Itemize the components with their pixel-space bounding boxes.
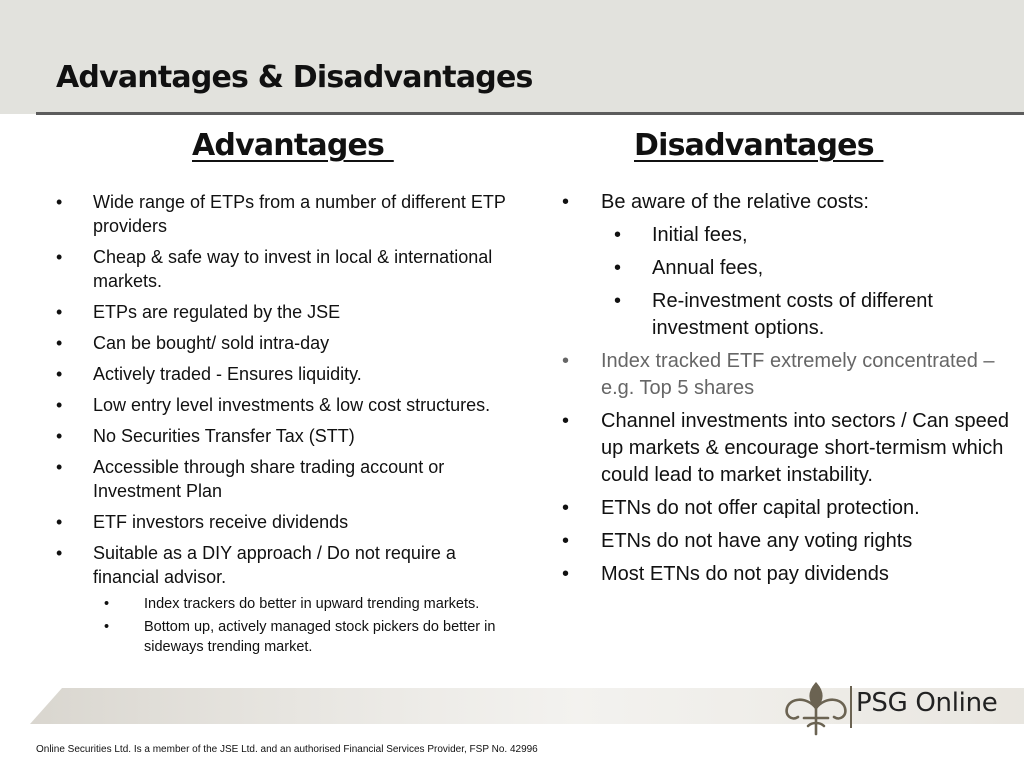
list-item: • Most ETNs do not pay dividends [560, 561, 1010, 588]
list-item: • Cheap & safe way to invest in local & international markets. [56, 247, 493, 291]
bullet-icon: • [614, 224, 622, 246]
disadvantages-heading: Disadvantages [634, 128, 884, 163]
list-item: • Can be bought/ sold intra-day [56, 333, 330, 353]
bullet-icon: • [614, 290, 622, 312]
advantages-list [54, 190, 524, 661]
bullet-icon: • [562, 191, 570, 213]
bullet-icon: • [562, 350, 570, 372]
bullet-icon: • [56, 333, 63, 353]
bullet-icon: • [56, 457, 63, 477]
bullet-icon: • [56, 247, 63, 267]
sub-list-item: • Initial fees, [560, 222, 1010, 249]
list-item: • Actively traded - Ensures liquidity. [56, 364, 362, 384]
bullet-icon: • [562, 497, 570, 519]
sub-list-item: • Bottom up, actively managed stock pickers do better in sideways trending market. [104, 619, 496, 655]
bullet-icon: • [56, 426, 63, 446]
bullet-icon: • [56, 364, 63, 384]
list-item: • Be aware of the relative costs: [560, 189, 1010, 216]
bullet-icon: • [56, 512, 63, 532]
list-item: • Index tracked ETF extremely concentrated – e.g. Top 5 shares [562, 350, 995, 399]
bullet-icon: • [56, 302, 63, 322]
header-band [0, 0, 1024, 114]
list-item: • Accessible through share trading account or Investment Plan [56, 457, 445, 501]
sub-list-item: • Annual fees, [560, 255, 1010, 282]
list-item: • Low entry level investments & low cost structures. [56, 395, 491, 415]
list-item: • Wide range of ETPs from a number of different ETP providers [56, 192, 506, 236]
list-item: • ETNs do not have any voting rights [560, 528, 1010, 555]
logo-text: PSG Online [856, 688, 998, 718]
advantages-heading: Advantages [192, 128, 394, 163]
disadvantages-list [560, 189, 1010, 594]
bullet-icon: • [56, 543, 63, 563]
bullet-icon: • [562, 563, 570, 585]
sub-list-item: • Index trackers do better in upward trending markets. [104, 596, 480, 612]
bullet-icon: • [562, 410, 570, 432]
slide-title: Advantages & Disadvantages [56, 60, 533, 95]
sub-list-item: • Re-investment costs of different investment options. [614, 290, 933, 339]
footer-disclaimer: Online Securities Ltd. Is a member of the JSE Ltd. and an authorised Financial Services Provider, FSP No. 42996 [36, 744, 538, 755]
list-item: • ETNs do not offer capital protection. [560, 495, 1010, 522]
list-item: • ETF investors receive dividends [56, 512, 349, 532]
bullet-icon: • [562, 530, 570, 552]
list-item: • No Securities Transfer Tax (STT) [56, 426, 355, 446]
bullet-icon: • [104, 596, 110, 612]
bullet-icon: • [104, 619, 110, 635]
list-item: • ETPs are regulated by the JSE [56, 302, 341, 322]
bullet-icon: • [56, 395, 63, 415]
list-item: • Channel investments into sectors / Can speed up markets & encourage short-termism which could lead to market instability. [562, 410, 1009, 486]
header-divider [36, 112, 1024, 115]
list-item: • Suitable as a DIY approach / Do not require a financial advisor. [56, 543, 456, 587]
bullet-icon: • [614, 257, 622, 279]
bullet-icon: • [56, 192, 63, 212]
